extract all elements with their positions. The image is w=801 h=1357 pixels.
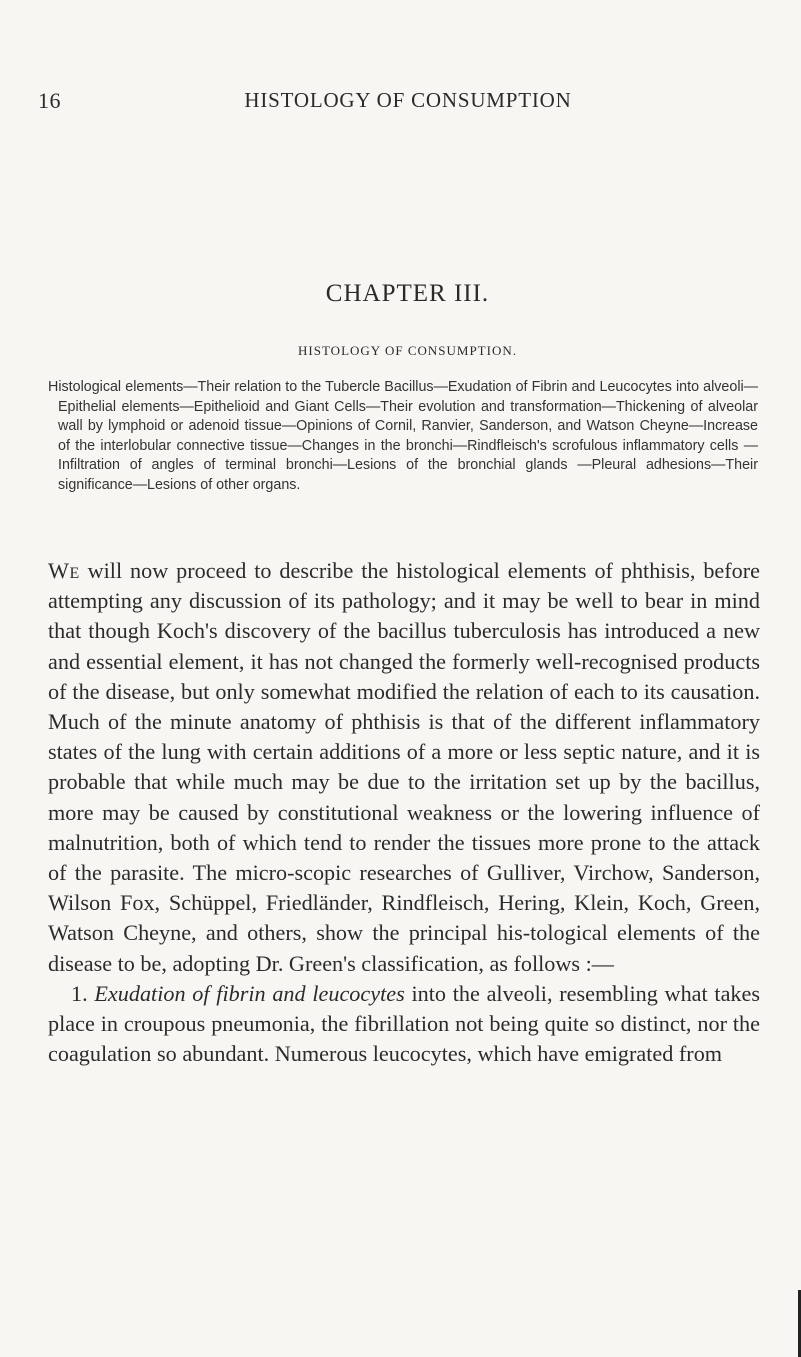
running-head bbox=[38, 88, 762, 118]
list-item-number: 1. bbox=[71, 980, 95, 1006]
paragraph-intro-text: will now proceed to describe the histological elements of phthisis, before attempting any discussion of its pathology; and it may be well to bear in mind that though Koch's discovery of the bacillus tuberculosis has introduced a new and essential element, it has not changed the formerly well-recognised products of the disease, but only somewhat modified the relation of each to its causation. Much of the minute anatomy of phthisis is that of the different inflammatory states of the lung with certain additions of a more or less septic nature, and it is probable that while much may be due to the irritation set up by the bacillus, more may be caused by constitutional weakness or the lowering influence of malnutrition, both of which tend to render the tissues more prone to the attack of the parasite. The micro-scopic researches of Gulliver, Virchow, Sanderson, Wilson Fox, Schüppel, Friedländer, Rindfleisch, Hering, Klein, Koch, Green, Watson Cheyne, and others, show the principal his-tological elements of the disease to be, adopting Dr. Green's classification, as follows :— bbox=[48, 558, 760, 976]
running-title: HISTOLOGY OF CONSUMPTION bbox=[244, 88, 572, 112]
list-item-text: into the alveoli, resembling what takes place in croupous pneumonia, the fibrillation not being quite so distinct, nor the coagulation so abundant. Numerous leucocytes, which have emigrated from bbox=[48, 980, 760, 1067]
chapter-title: CHAPTER III. bbox=[325, 280, 490, 307]
page-number: 16 bbox=[38, 88, 61, 113]
list-item bbox=[48, 979, 760, 1070]
chapter-subtitle: HISTOLOGY OF CONSUMPTION. bbox=[298, 343, 517, 358]
paragraph-intro bbox=[48, 556, 760, 979]
body-text bbox=[48, 556, 760, 1069]
chapter-synopsis: Histological elements—Their relation to the Tubercle Bacillus—Exudation of Fibrin and Leucocytes into alveoli—Epithelial elements—Epithelioid and Giant Cells—Their evolution and transformation—Thickening of alveolar wall by lymphoid or adenoid tissue—Opinions of Cornil, Ranvier, Sanderson, and Watson Cheyne—Increase of the interlobular connective tissue—Changes in the bronchi—Rindfleisch's scrofulous inflammatory cells —Infiltration of angles of terminal bronchi—Lesions of the bronchial glands —Pleural adhesions—Their significance—Lesions of other organs. bbox=[48, 379, 758, 493]
drop-word: We bbox=[48, 558, 80, 583]
list-item-term: Exudation of fibrin and leucocytes bbox=[94, 980, 405, 1006]
